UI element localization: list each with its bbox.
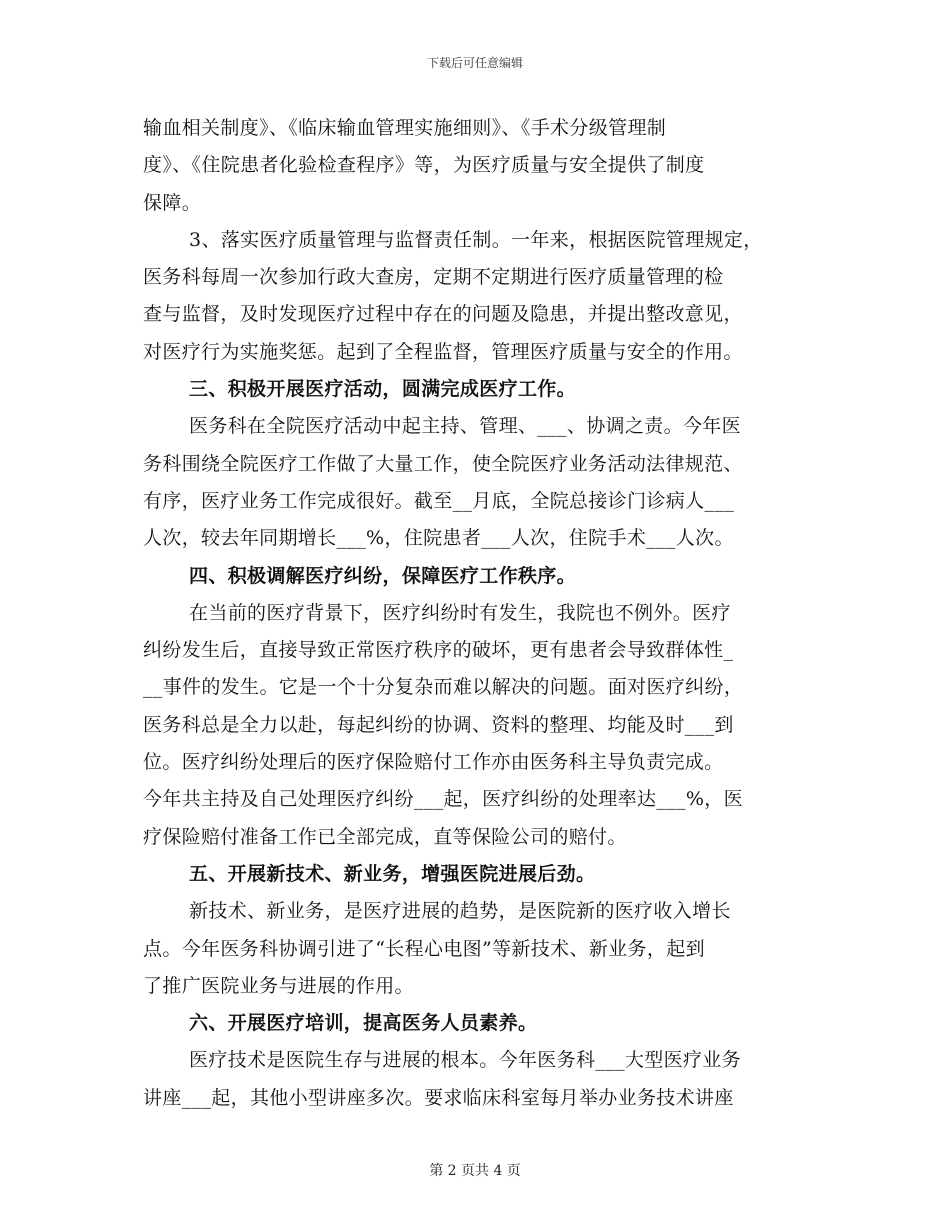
paragraph-line: 医务科在全院医疗活动中起主持、管理、___、协调之责。今年医 [189,415,742,438]
section-heading: 三、积极开展医疗活动，圆满完成医疗工作。 [189,378,577,401]
paragraph-line: 查与监督，及时发现医疗过程中存在的问题及隐患，并提出整改意见， [143,303,743,326]
section-heading: 四、积极调解医疗纠纷，保障医疗工作秩序。 [189,564,577,587]
paragraph-line: 人次，较去年同期增长___%，住院患者___人次，住院手术___人次。 [143,527,734,550]
paragraph-line: 今年共主持及自己处理医疗纠纷___起，医疗纠纷的处理率达___%，医 [143,788,743,811]
paragraph-line: 了推广医院业务与进展的作用。 [143,974,414,997]
paragraph-line: 位。医疗纠纷处理后的医疗保险赔付工作亦由医务科主导负责完成。 [143,751,724,774]
section-heading: 五、开展新技术、新业务，增强医院进展后劲。 [189,862,596,885]
paragraph-line: 3、落实医疗质量管理与监督责任制。一年来，根据医院管理规定， [189,228,763,251]
paragraph-line: 医疗技术是医院生存与进展的根本。今年医务科___大型医疗业务 [189,1049,742,1072]
paragraph-line: __事件的发生。它是一个十分复杂而难以解决的问题。面对医疗纠纷， [143,676,744,699]
paragraph-line: 输血相关制度》、《临床输血管理实施细则》、《手术分级管理制 [143,117,667,139]
paragraph-line: 讲座___起，其他小型讲座多次。要求临床科室每月举办业务技术讲座 [143,1086,734,1109]
paragraph-line: 务科围绕全院医疗工作做了大量工作，使全院医疗业务活动法律规范、 [143,452,743,475]
page-header: 下载后可任意编辑 [426,56,523,70]
paragraph-line: 医务科总是全力以赴，每起纠纷的协调、资料的整理、均能及时___到 [143,713,734,736]
paragraph-line: 有序，医疗业务工作完成很好。截至__月底，全院总接诊门诊病人___ [143,489,735,512]
paragraph-line: 新技术、新业务，是医疗进展的趋势，是医院新的医疗收入增长 [189,900,731,923]
paragraph-line: 纠纷发生后，直接导致正常医疗秩序的破坏，更有患者会导致群体性_ [143,639,734,662]
page-footer: 第 2 页共 4 页 [429,1163,521,1179]
paragraph-line: 对医疗行为实施奖惩。起到了全程监督，管理医疗质量与安全的作用。 [143,340,743,363]
section-heading: 六、开展医疗培训，提高医务人员素养。 [189,1012,538,1035]
paragraph-line: 点。今年医务科协调引进了“长程心电图”等新技术、新业务，起到 [143,937,705,960]
paragraph-line: 医务科每周一次参加行政大查房，定期不定期进行医疗质量管理的检 [143,266,724,289]
paragraph-line: 在当前的医疗背景下，医疗纠纷时有发生，我院也不例外。医疗 [189,601,731,624]
paragraph-line: 度》、《住院患者化验检查程序》等，为医疗质量与安全提供了制度 [143,154,705,177]
paragraph-line: 保障。 [143,191,202,214]
document-body [143,110,803,1117]
paragraph-line: 疗保险赔付准备工作已全部完成，直等保险公司的赔付。 [143,825,627,848]
